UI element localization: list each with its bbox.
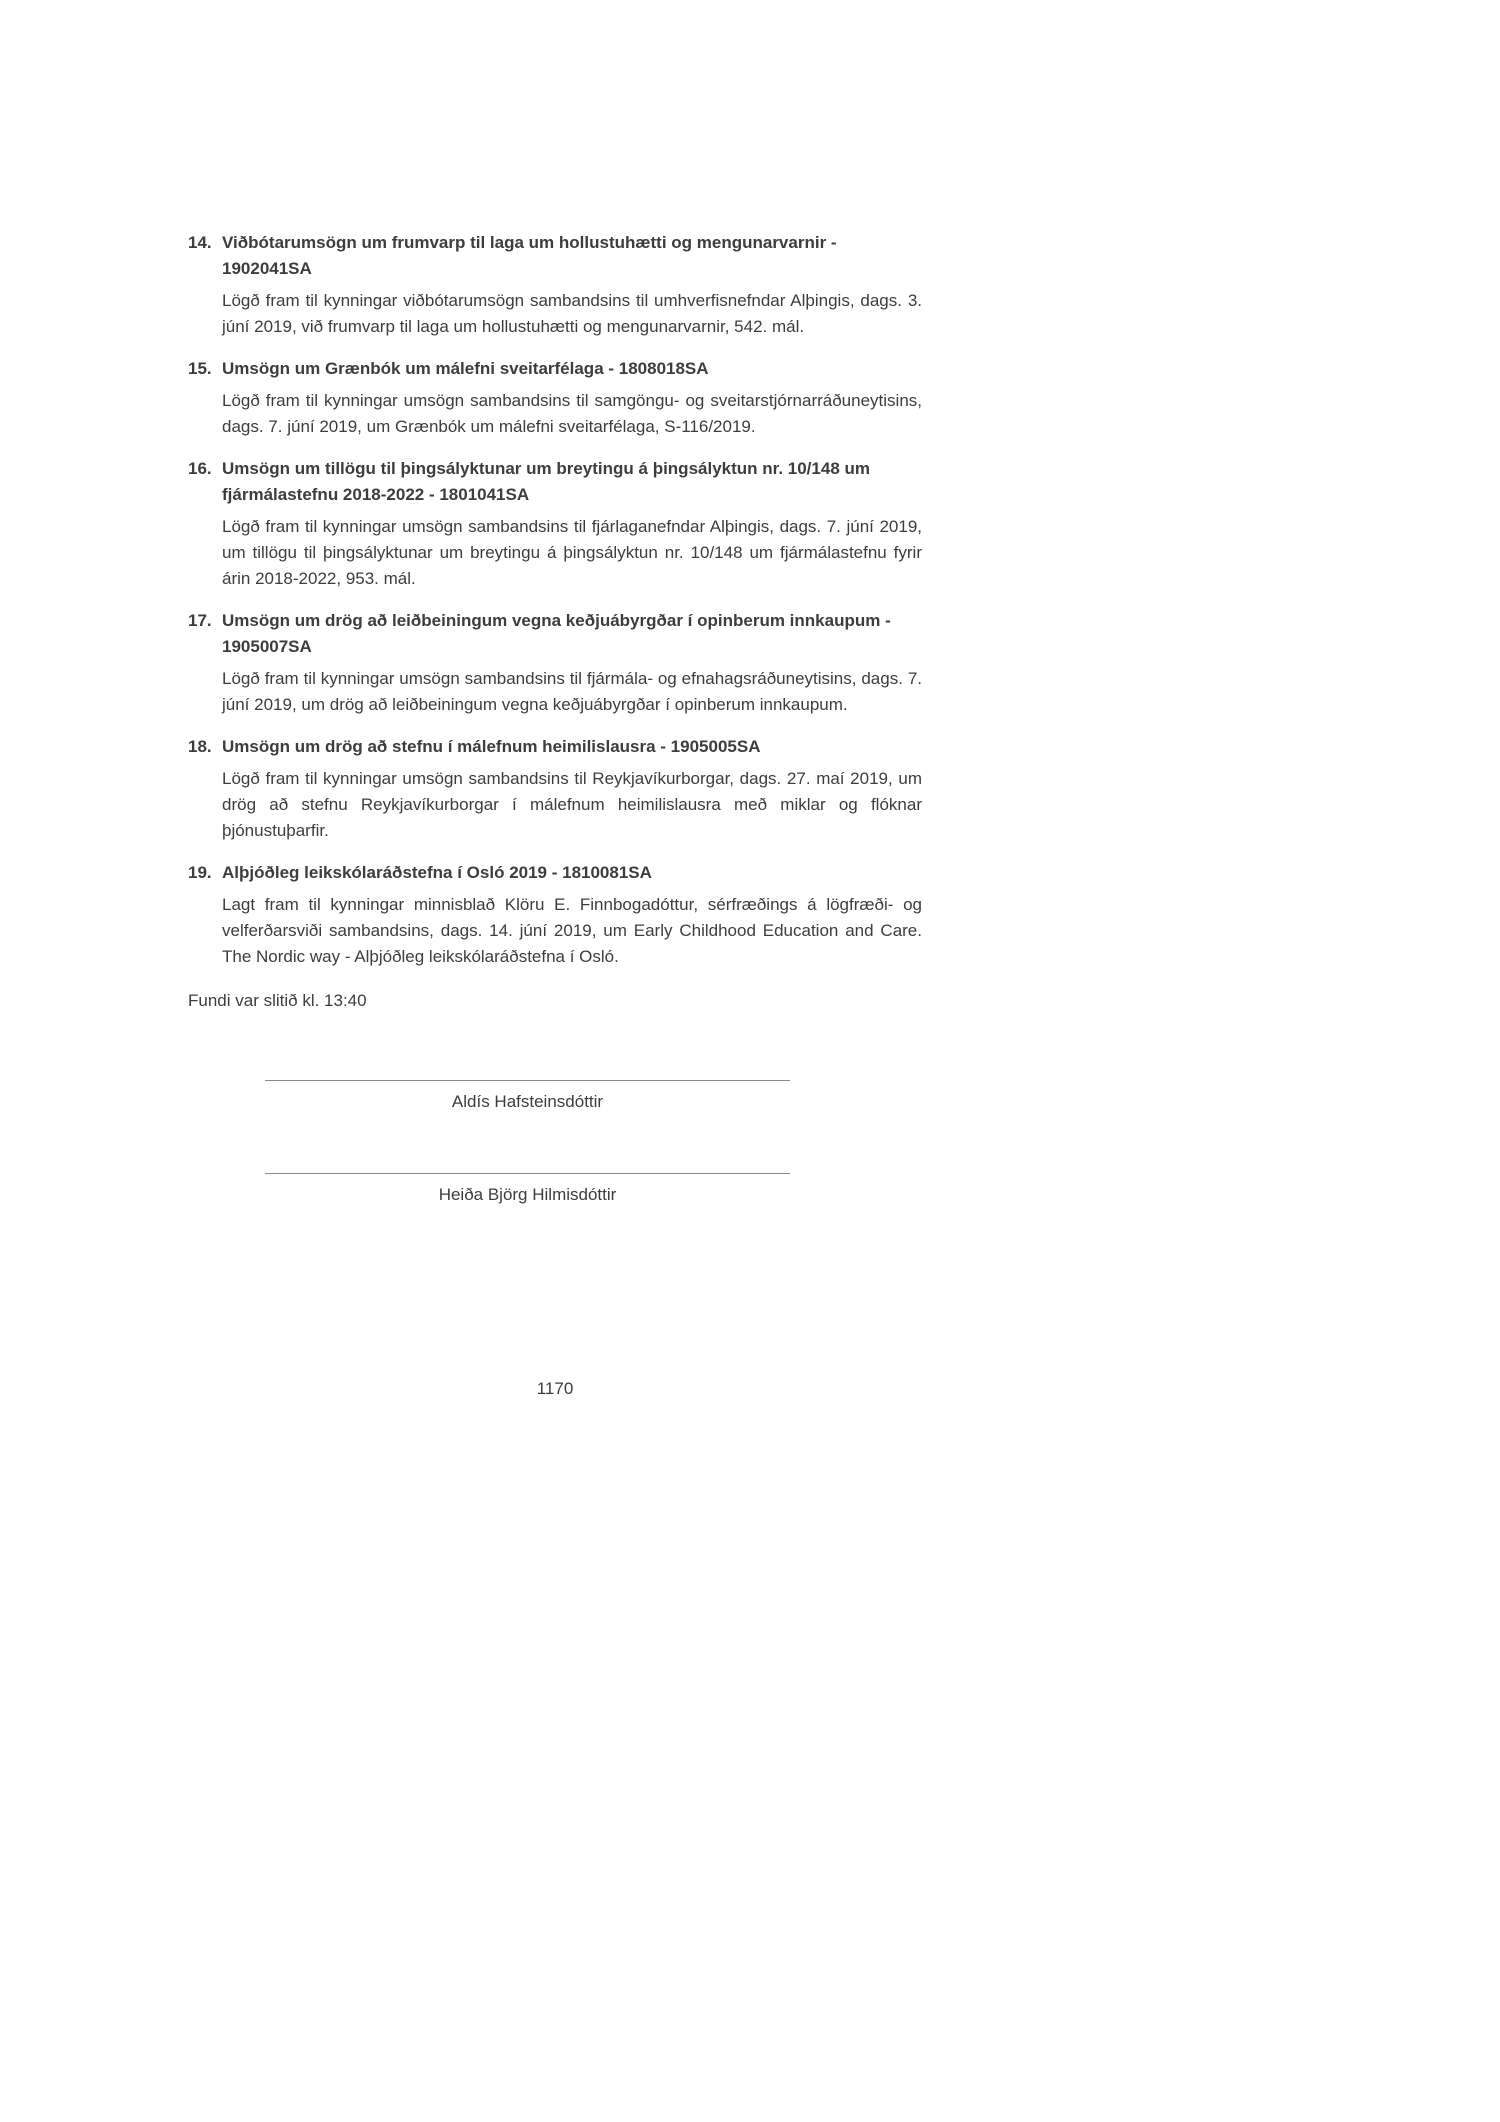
signature-line <box>265 1173 790 1174</box>
agenda-item-number: 14. <box>188 233 212 252</box>
agenda-item-title: Umsögn um drög að leiðbeiningum vegna keðjuábyrgðar í opinberum innkaupum - 1905007SA <box>222 611 891 656</box>
signature-block-2 <box>265 1173 790 1208</box>
agenda-item-number: 17. <box>188 611 212 630</box>
signature-name-1: Aldís Hafsteinsdóttir <box>451 1092 604 1111</box>
signature-block-1 <box>265 1080 790 1115</box>
signature-line <box>265 1080 790 1081</box>
agenda-item-title: Umsögn um tillögu til þingsályktunar um breytingu á þingsályktun nr. 10/148 um fjármálastefnu 2018-2022 - 1801041SA <box>222 459 870 504</box>
agenda-item-number: 18. <box>188 737 212 756</box>
agenda-item-15 <box>188 356 922 440</box>
agenda-item-number: 16. <box>188 459 212 478</box>
agenda-item-title: Umsögn um drög að stefnu í málefnum heimilislausra - 1905005SA <box>222 737 761 756</box>
agenda-item-title: Umsögn um Grænbók um málefni sveitarfélaga - 1808018SA <box>222 359 709 378</box>
agenda-item-heading <box>188 456 922 508</box>
agenda-item-body: Lögð fram til kynningar umsögn sambandsins til fjármála- og efnahagsráðuneytisins, dags. 7. júní 2019, um drög að leiðbeiningum vegna keðjuábyrgðar í opinberum innkaupum. <box>222 669 922 714</box>
signature-name-2: Heiða Björg Hilmisdóttir <box>438 1185 617 1204</box>
agenda-item-17 <box>188 608 922 718</box>
agenda-item-heading <box>188 860 922 886</box>
agenda-item-title: Alþjóðleg leikskólaráðstefna í Osló 2019 - 1810081SA <box>222 863 652 882</box>
agenda-item-body: Lögð fram til kynningar viðbótarumsögn sambandsins til umhverfisnefndar Alþingis, dags. 3. júní 2019, við frumvarp til laga um hollustuhætti og mengunarvarnir, 542. mál. <box>222 291 922 336</box>
minutes-content <box>188 230 922 1402</box>
agenda-item-14 <box>188 230 922 340</box>
agenda-item-18 <box>188 734 922 844</box>
agenda-item-heading <box>188 230 922 282</box>
agenda-item-number: 19. <box>188 863 212 882</box>
agenda-item-title: Viðbótarumsögn um frumvarp til laga um hollustuhætti og mengunarvarnir - 1902041SA <box>222 233 837 278</box>
agenda-item-heading <box>188 734 922 760</box>
page-number: 1170 <box>536 1379 574 1398</box>
agenda-item-body: Lögð fram til kynningar umsögn sambandsins til fjárlaganefndar Alþingis, dags. 7. júní 2019, um tillögu til þingsályktunar um breytingu á þingsályktun nr. 10/148 um fjármálastefnu fyrir árin 2018-2022, 953. mál. <box>222 517 922 588</box>
agenda-item-19 <box>188 860 922 970</box>
agenda-item-body: Lagt fram til kynningar minnisblað Klöru E. Finnbogadóttur, sérfræðings á lögfræði- og velferðarsviði sambandsins, dags. 14. júní 2019, um Early Childhood Education and Care. The Nordic way - Alþjóðleg leikskólaráðstefna í Osló. <box>222 895 922 966</box>
closing-statement: Fundi var slitið kl. 13:40 <box>188 991 367 1010</box>
agenda-item-16 <box>188 456 922 592</box>
agenda-item-heading <box>188 608 922 660</box>
agenda-item-body: Lögð fram til kynningar umsögn sambandsins til Reykjavíkurborgar, dags. 27. maí 2019, um drög að stefnu Reykjavíkurborgar í málefnum heimilislausra með miklar og flóknar þjónustuþarfir. <box>222 769 922 840</box>
agenda-item-number: 15. <box>188 359 212 378</box>
agenda-item-body: Lögð fram til kynningar umsögn sambandsins til samgöngu- og sveitarstjórnarráðuneytisins, dags. 7. júní 2019, um Grænbók um málefni sveitarfélaga, S-116/2019. <box>222 391 922 436</box>
agenda-item-heading <box>188 356 922 382</box>
